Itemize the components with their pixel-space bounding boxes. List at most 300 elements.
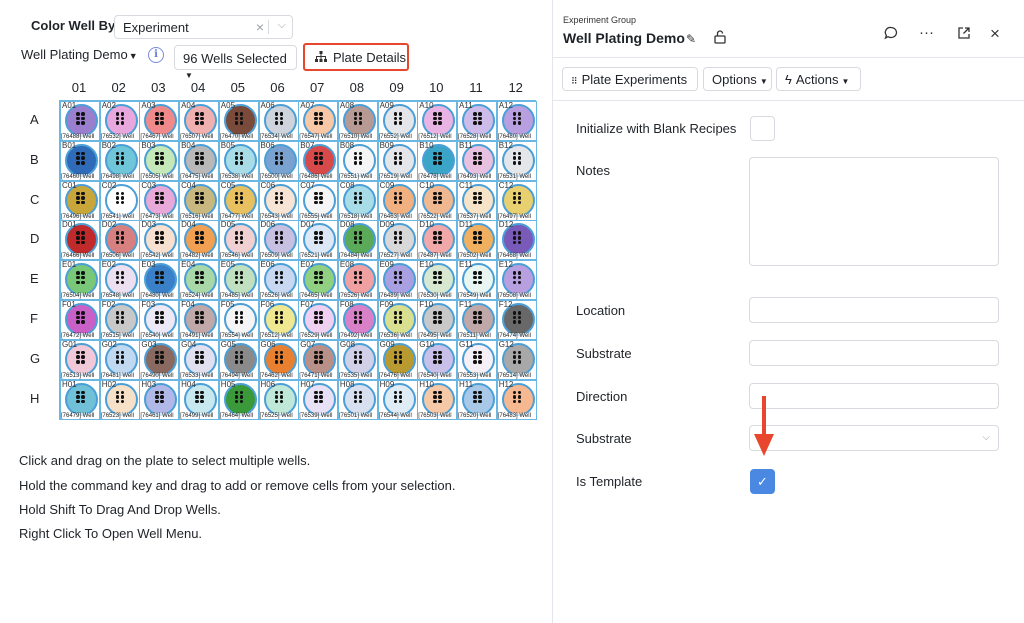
drag-grip-icon xyxy=(473,391,486,404)
well-G02[interactable] xyxy=(100,340,140,380)
well-G05[interactable] xyxy=(219,340,259,380)
well-id: B08 xyxy=(339,140,355,150)
well-label: [76493] Well xyxy=(458,173,492,180)
well-label: [76554] Well xyxy=(219,333,254,339)
well-A05[interactable] xyxy=(219,101,259,141)
well-id: C07 xyxy=(300,180,315,190)
well-id: G05 xyxy=(220,339,236,349)
drag-grip-icon xyxy=(314,231,327,244)
well-label: [76525] Well xyxy=(259,412,293,419)
well-E04[interactable] xyxy=(179,260,219,300)
caret-down-icon: ▼ xyxy=(841,77,850,86)
well-E06[interactable] xyxy=(259,260,299,300)
hierarchy-icon xyxy=(315,50,328,65)
drag-grip-icon xyxy=(275,271,288,284)
well-F01[interactable] xyxy=(60,300,100,340)
well-E12[interactable] xyxy=(497,260,537,300)
direction-input[interactable] xyxy=(749,383,999,409)
drag-grip-icon xyxy=(354,271,367,284)
well-label: [76552] Well xyxy=(378,134,412,140)
well-id: H02 xyxy=(101,379,117,389)
well-G08[interactable] xyxy=(338,340,378,380)
well-id: G12 xyxy=(498,339,514,349)
drag-grip-icon xyxy=(354,192,367,205)
well-A02[interactable] xyxy=(100,101,140,141)
drag-grip-icon xyxy=(195,351,208,364)
well-B06[interactable] xyxy=(259,141,299,181)
well-id: E03 xyxy=(141,260,156,270)
column-header-06[interactable]: 06 xyxy=(270,80,285,95)
select-divider xyxy=(268,20,269,34)
column-header-11[interactable]: 11 xyxy=(469,80,483,95)
instruction-text: Right Click To Open Well Menu. xyxy=(19,526,203,541)
well-id: A10 xyxy=(419,101,434,110)
well-G11[interactable] xyxy=(457,340,497,380)
drag-grip-icon xyxy=(513,231,526,244)
well-C06[interactable] xyxy=(259,181,299,221)
well-H12[interactable] xyxy=(497,380,537,420)
well-label: [76512] Well xyxy=(259,333,293,339)
well-C04[interactable] xyxy=(179,181,219,221)
well-id: D11 xyxy=(459,220,474,230)
well-id: B06 xyxy=(260,140,275,150)
well-D09[interactable] xyxy=(378,220,418,260)
plate-experiments-button[interactable] xyxy=(562,67,698,91)
well-id: F01 xyxy=(62,300,76,309)
drag-grip-icon xyxy=(433,391,446,404)
well-label: [76544] Well xyxy=(378,412,412,419)
well-E10[interactable] xyxy=(417,260,457,300)
info-icon[interactable]: i xyxy=(148,47,164,63)
well-id: D02 xyxy=(101,220,117,230)
options-button[interactable] xyxy=(703,67,772,91)
well-A03[interactable] xyxy=(139,101,179,141)
column-header-10[interactable]: 10 xyxy=(429,80,444,95)
well-C05[interactable] xyxy=(219,181,259,221)
well-label: [76479] Well xyxy=(61,412,95,419)
plate-details-button[interactable] xyxy=(303,43,409,71)
drag-grip-icon xyxy=(473,351,486,364)
drag-grip-icon xyxy=(76,271,89,284)
well-id: F11 xyxy=(459,300,473,309)
well-label: [76465] Well xyxy=(299,293,333,300)
well-label: [76533] Well xyxy=(180,372,214,379)
init-blank-label: Initialize with Blank Recipes xyxy=(576,121,737,136)
well-D04[interactable] xyxy=(179,220,219,260)
well-id: F05 xyxy=(220,300,235,309)
row-header-C[interactable]: C xyxy=(30,191,40,207)
drag-grip-icon xyxy=(275,192,288,205)
drag-grip-icon xyxy=(473,192,486,205)
well-label: [76508] Well xyxy=(497,293,531,300)
well-id: A12 xyxy=(498,101,513,110)
well-D07[interactable] xyxy=(298,220,338,260)
column-header-12[interactable]: 12 xyxy=(508,80,523,95)
well-B02[interactable] xyxy=(100,141,140,181)
divider xyxy=(553,57,1024,58)
well-label: [76467] Well xyxy=(140,134,174,140)
row-header-B[interactable]: B xyxy=(30,151,39,167)
well-G12[interactable] xyxy=(497,340,537,380)
well-H11[interactable] xyxy=(457,380,497,420)
well-label: [76540] Well xyxy=(418,372,452,379)
drag-grip-icon xyxy=(275,391,288,404)
chevron-down-icon[interactable]: ⌵ xyxy=(277,19,286,31)
row-header-G[interactable]: G xyxy=(30,350,41,366)
well-label: [76538] Well xyxy=(219,173,254,180)
column-header-02[interactable]: 02 xyxy=(111,80,126,95)
well-B11[interactable] xyxy=(457,141,497,181)
well-B10[interactable] xyxy=(417,141,457,181)
well-id: H06 xyxy=(260,379,276,389)
well-id: D07 xyxy=(300,220,315,230)
drag-grip-icon xyxy=(275,311,288,324)
drag-grip-icon xyxy=(195,271,208,284)
well-D03[interactable] xyxy=(139,220,179,260)
well-B07[interactable] xyxy=(298,141,338,181)
column-header-07[interactable]: 07 xyxy=(309,80,325,95)
drag-grip-icon xyxy=(513,112,526,125)
well-label: [76513] Well xyxy=(61,372,95,379)
well-F09[interactable] xyxy=(378,300,418,340)
well-C08[interactable] xyxy=(338,181,378,221)
column-header-03[interactable]: 03 xyxy=(151,80,166,95)
well-id: B09 xyxy=(379,140,394,150)
well-E03[interactable] xyxy=(139,260,179,300)
well-H08[interactable] xyxy=(338,380,378,420)
well-A06[interactable] xyxy=(259,101,299,141)
column-header-01[interactable]: 01 xyxy=(71,80,87,95)
well-label: [76471] Well xyxy=(299,372,333,379)
well-label: [76555] Well xyxy=(299,213,333,220)
options-label: Options xyxy=(712,72,757,87)
well-A01[interactable] xyxy=(60,101,100,141)
is-template-label: Is Template xyxy=(576,474,643,489)
color-well-by-label: Color Well By xyxy=(31,18,116,33)
substrate-select[interactable] xyxy=(749,425,999,451)
drag-grip-icon xyxy=(116,152,129,165)
well-id: G01 xyxy=(62,339,78,349)
well-D05[interactable] xyxy=(219,220,259,260)
well-C12[interactable] xyxy=(497,181,537,221)
well-A09[interactable] xyxy=(378,101,418,141)
well-E02[interactable] xyxy=(100,260,140,300)
drag-grip-icon xyxy=(155,391,168,404)
well-H03[interactable] xyxy=(139,380,179,420)
well-id: D06 xyxy=(260,220,276,230)
well-id: D01 xyxy=(62,220,77,230)
color-well-by-select[interactable] xyxy=(114,15,293,39)
well-D11[interactable] xyxy=(457,220,497,260)
well-B04[interactable] xyxy=(179,141,219,181)
divider xyxy=(553,100,1024,101)
drag-grip-icon xyxy=(314,351,327,364)
well-D01[interactable] xyxy=(60,220,100,260)
well-A08[interactable] xyxy=(338,101,378,141)
drag-grip-icon xyxy=(195,112,208,125)
is-template-checkbox[interactable]: ✓ xyxy=(750,469,775,494)
well-id: E11 xyxy=(459,260,473,270)
well-F07[interactable] xyxy=(298,300,338,340)
well-id: H12 xyxy=(498,379,514,389)
well-label: [76532] Well xyxy=(100,134,134,140)
well-label: [76499] Well xyxy=(180,412,214,419)
drag-grip-icon xyxy=(235,192,248,205)
well-E11[interactable] xyxy=(457,260,497,300)
well-label: [76537] Well xyxy=(458,213,492,220)
well-E05[interactable] xyxy=(219,260,259,300)
pencil-icon[interactable]: ✎ xyxy=(686,32,697,46)
well-id: A02 xyxy=(101,101,116,110)
well-A04[interactable] xyxy=(179,101,219,141)
well-id: G08 xyxy=(339,339,356,349)
drag-grip-icon xyxy=(235,311,248,324)
well-id: F06 xyxy=(260,300,275,309)
well-label: [76523] Well xyxy=(100,412,134,419)
drag-grip-icon xyxy=(314,112,327,125)
well-G03[interactable] xyxy=(139,340,179,380)
well-label: [76485] Well xyxy=(219,293,254,300)
well-D08[interactable] xyxy=(338,220,378,260)
well-G09[interactable] xyxy=(378,340,418,380)
comment-icon[interactable] xyxy=(884,26,898,44)
well-E07[interactable] xyxy=(298,260,338,300)
drag-grip-icon xyxy=(513,271,526,284)
substrate-input[interactable] xyxy=(749,340,999,366)
column-header-05[interactable]: 05 xyxy=(230,80,246,95)
well-B03[interactable] xyxy=(139,141,179,181)
group-label: Experiment Group xyxy=(563,15,637,25)
drag-grip-icon xyxy=(354,152,367,165)
drag-grip-icon xyxy=(394,112,407,125)
well-B08[interactable] xyxy=(338,141,378,181)
well-F12[interactable] xyxy=(497,300,537,340)
well-id: B02 xyxy=(101,140,116,150)
well-id: A11 xyxy=(459,101,473,110)
well-id: F08 xyxy=(339,300,354,309)
actions-button[interactable] xyxy=(776,67,861,91)
plate-name-dropdown[interactable] xyxy=(21,47,138,62)
drag-grip-icon xyxy=(394,311,407,324)
well-C09[interactable] xyxy=(378,181,418,221)
well-D06[interactable] xyxy=(259,220,299,260)
well-F04[interactable] xyxy=(179,300,219,340)
well-label: [76548] Well xyxy=(100,293,134,300)
well-C10[interactable] xyxy=(417,181,457,221)
well-H02[interactable] xyxy=(100,380,140,420)
well-G06[interactable] xyxy=(259,340,299,380)
well-G10[interactable] xyxy=(417,340,457,380)
drag-grip-icon xyxy=(275,351,288,364)
drag-grip-icon xyxy=(195,231,208,244)
well-B09[interactable] xyxy=(378,141,418,181)
well-A12[interactable] xyxy=(497,101,537,141)
well-E08[interactable] xyxy=(338,260,378,300)
drag-grip-icon xyxy=(116,391,129,404)
drag-grip-icon xyxy=(116,351,129,364)
init-blank-checkbox[interactable] xyxy=(750,116,775,141)
well-label: [76541] Well xyxy=(100,213,134,220)
row-header-F[interactable]: F xyxy=(30,311,38,326)
well-A11[interactable] xyxy=(457,101,497,141)
row-header-E[interactable]: E xyxy=(30,271,39,287)
well-id: E04 xyxy=(181,260,196,270)
well-B01[interactable] xyxy=(60,141,100,181)
well-label: [76506] Well xyxy=(100,253,134,260)
well-A10[interactable] xyxy=(417,101,457,141)
well-id: B07 xyxy=(300,140,315,150)
well-label: [76491] Well xyxy=(180,333,214,339)
well-D12[interactable] xyxy=(497,220,537,260)
drag-grip-icon xyxy=(155,311,168,324)
well-G07[interactable] xyxy=(298,340,338,380)
well-H01[interactable] xyxy=(60,380,100,420)
well-id: D10 xyxy=(419,220,434,230)
well-id: B01 xyxy=(62,140,77,150)
well-id: F09 xyxy=(379,300,394,309)
well-id: H04 xyxy=(181,379,196,389)
wells-selected-dropdown[interactable] xyxy=(174,45,297,80)
well-F11[interactable] xyxy=(457,300,497,340)
well-A07[interactable] xyxy=(298,101,338,141)
drag-grip-icon xyxy=(235,231,248,244)
row-header-H[interactable]: H xyxy=(30,390,40,406)
well-H06[interactable] xyxy=(259,380,299,420)
well-id: B05 xyxy=(220,140,236,150)
well-id: G07 xyxy=(300,339,316,349)
well-plate[interactable] xyxy=(59,100,536,420)
well-label: [76547] Well xyxy=(299,134,333,140)
drag-grip-icon xyxy=(473,271,486,284)
details-panel xyxy=(552,0,1024,623)
well-label: [76515] Well xyxy=(100,333,134,339)
well-id: C02 xyxy=(101,180,117,190)
well-H04[interactable] xyxy=(179,380,219,420)
well-id: D03 xyxy=(141,220,157,230)
well-label: [76495] Well xyxy=(418,333,452,339)
well-label: [76511] Well xyxy=(458,333,491,339)
well-label: [76480] Well xyxy=(140,293,174,300)
well-label: [76535] Well xyxy=(338,372,373,379)
well-id: C08 xyxy=(339,180,355,190)
red-arrow-annotation xyxy=(752,396,776,465)
well-H10[interactable] xyxy=(417,380,457,420)
more-icon[interactable]: ··· xyxy=(919,24,934,41)
well-label: [76512] Well xyxy=(418,134,452,140)
row-header-A[interactable]: A xyxy=(30,112,39,127)
well-label: [76480] Well xyxy=(497,134,531,140)
well-label: [76510] Well xyxy=(338,134,373,140)
drag-grip-icon xyxy=(513,152,526,165)
well-id: B03 xyxy=(141,140,156,150)
well-id: E07 xyxy=(300,260,315,270)
column-header-08[interactable]: 08 xyxy=(349,80,365,95)
well-H05[interactable] xyxy=(219,380,259,420)
well-C03[interactable] xyxy=(139,181,179,221)
drag-grip-icon xyxy=(76,192,89,205)
close-icon[interactable]: × xyxy=(990,24,1000,43)
well-id: C04 xyxy=(181,180,196,190)
well-id: F02 xyxy=(101,300,116,309)
well-label: [76526] Well xyxy=(338,293,373,300)
well-label: [76529] Well xyxy=(299,333,333,339)
well-H07[interactable] xyxy=(298,380,338,420)
well-label: [76524] Well xyxy=(180,293,214,300)
well-F10[interactable] xyxy=(417,300,457,340)
well-C11[interactable] xyxy=(457,181,497,221)
well-id: B12 xyxy=(498,140,513,150)
drag-grip-icon xyxy=(473,152,486,165)
location-input[interactable] xyxy=(749,297,999,323)
drag-grip-icon xyxy=(354,391,367,404)
external-link-icon[interactable] xyxy=(957,26,971,44)
well-G01[interactable] xyxy=(60,340,100,380)
well-label: [76490] Well xyxy=(140,372,174,379)
well-id: A06 xyxy=(260,101,275,110)
well-F02[interactable] xyxy=(100,300,140,340)
well-id: H05 xyxy=(220,379,236,389)
well-id: F10 xyxy=(419,300,434,309)
well-id: F12 xyxy=(498,300,513,309)
well-label: [76522] Well xyxy=(418,213,452,220)
well-label: [76462] Well xyxy=(259,372,293,379)
well-id: A01 xyxy=(62,101,77,110)
well-id: H01 xyxy=(62,379,77,389)
well-F08[interactable] xyxy=(338,300,378,340)
well-C01[interactable] xyxy=(60,181,100,221)
well-C02[interactable] xyxy=(100,181,140,221)
well-id: H03 xyxy=(141,379,157,389)
well-C07[interactable] xyxy=(298,181,338,221)
well-H09[interactable] xyxy=(378,380,418,420)
well-label: [76503] Well xyxy=(418,412,452,419)
drag-grip-icon xyxy=(235,112,248,125)
notes-label: Notes xyxy=(576,163,610,178)
well-F03[interactable] xyxy=(139,300,179,340)
well-E09[interactable] xyxy=(378,260,418,300)
well-label: [76486] Well xyxy=(299,173,333,180)
unlock-icon[interactable] xyxy=(714,30,726,44)
row-header-D[interactable]: D xyxy=(30,231,40,247)
well-label: [76466] Well xyxy=(61,253,95,260)
well-E01[interactable] xyxy=(60,260,100,300)
well-label: [76487] Well xyxy=(418,253,452,260)
well-G04[interactable] xyxy=(179,340,219,380)
drag-grip-icon xyxy=(314,271,327,284)
clear-icon[interactable]: × xyxy=(255,19,264,35)
notes-textarea[interactable] xyxy=(749,157,999,266)
instruction-text: Hold the command key and drag to add or remove cells from your selection. xyxy=(19,478,456,493)
well-label: [76481] Well xyxy=(100,372,134,379)
well-label: [76464] Well xyxy=(219,412,254,419)
well-F06[interactable] xyxy=(259,300,299,340)
well-id: E02 xyxy=(101,260,116,270)
well-id: E09 xyxy=(379,260,394,270)
well-F05[interactable] xyxy=(219,300,259,340)
well-B12[interactable] xyxy=(497,141,537,181)
column-header-09[interactable]: 09 xyxy=(389,80,404,95)
well-label: [76477] Well xyxy=(219,213,254,220)
well-id: E08 xyxy=(339,260,355,270)
drag-grip-icon xyxy=(314,192,327,205)
well-id: E06 xyxy=(260,260,275,270)
well-D02[interactable] xyxy=(100,220,140,260)
column-header-04[interactable]: 04 xyxy=(190,80,206,95)
well-B05[interactable] xyxy=(219,141,259,181)
color-well-by-value: Experiment xyxy=(123,20,189,35)
well-label: [76483] Well xyxy=(497,412,531,419)
well-D10[interactable] xyxy=(417,220,457,260)
